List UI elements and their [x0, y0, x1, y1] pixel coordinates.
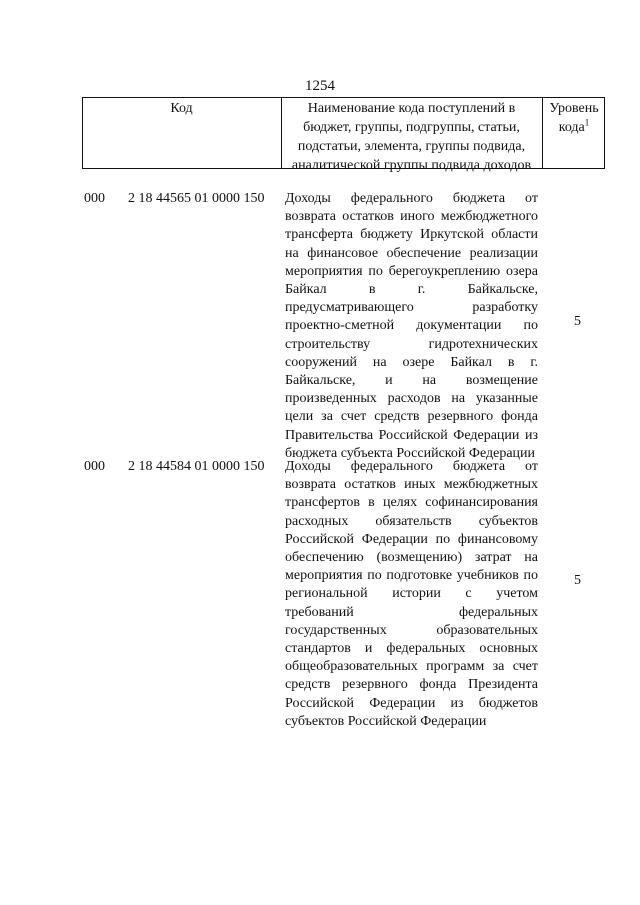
income-code: 2 18 44565 01 0000 150 — [128, 191, 265, 206]
table-header — [82, 97, 605, 173]
header-code: Код — [170, 101, 193, 116]
header-divider-2 — [542, 97, 543, 169]
page-number: 1254 — [305, 78, 335, 94]
header-divider-1 — [281, 97, 282, 169]
admin-code: 000 — [84, 191, 105, 206]
header-level — [544, 99, 604, 137]
header-top-border — [82, 97, 605, 98]
admin-code: 000 — [84, 459, 105, 474]
header-level-footnote: 1 — [584, 117, 590, 128]
header-level-text: Уровень кода — [549, 101, 599, 135]
code-level: 5 — [574, 314, 581, 329]
income-code: 2 18 44584 01 0000 150 — [128, 459, 265, 474]
header-right-border — [604, 97, 605, 169]
code-level: 5 — [574, 573, 581, 588]
header-name: Наименование кода поступлений в бюджет, группы, подгруппы, статьи, подстатьи, элемента, группы подвида, аналитической группы подвида доходов — [291, 101, 532, 173]
income-name: Доходы федерального бюджета от возврата остатков иного межбюджетного трансферта бюджету Иркутской области на финансовое обеспечение реализации мероприятия по берегоукреплению озера Байкал в г. Байкальске, предусматривающего разработку проектно-сметной документации по строительству гидротехнических сооружений на озере Байкал в г. Байкальске, и на возмещение произведенных расходов на указанные цели за счет средств резервного фонда Правительства Российской Федерации из бюджета субъекта Российской Федерации — [285, 191, 538, 461]
income-name: Доходы федерального бюджета от возврата остатков иных межбюджетных трансфертов в целях софинансирования расходных обязательств субъектов Российской Федерации по финансовому обеспечению (возмещению) затрат на мероприятия по подготовке учебников по региональной истории с учетом требований федеральных государственных образовательных стандартов и федеральных основных общеобразовательных программ за счет средств резервного фонда Президента Российской Федерации из бюджетов субъектов Российской Федерации — [285, 459, 538, 729]
